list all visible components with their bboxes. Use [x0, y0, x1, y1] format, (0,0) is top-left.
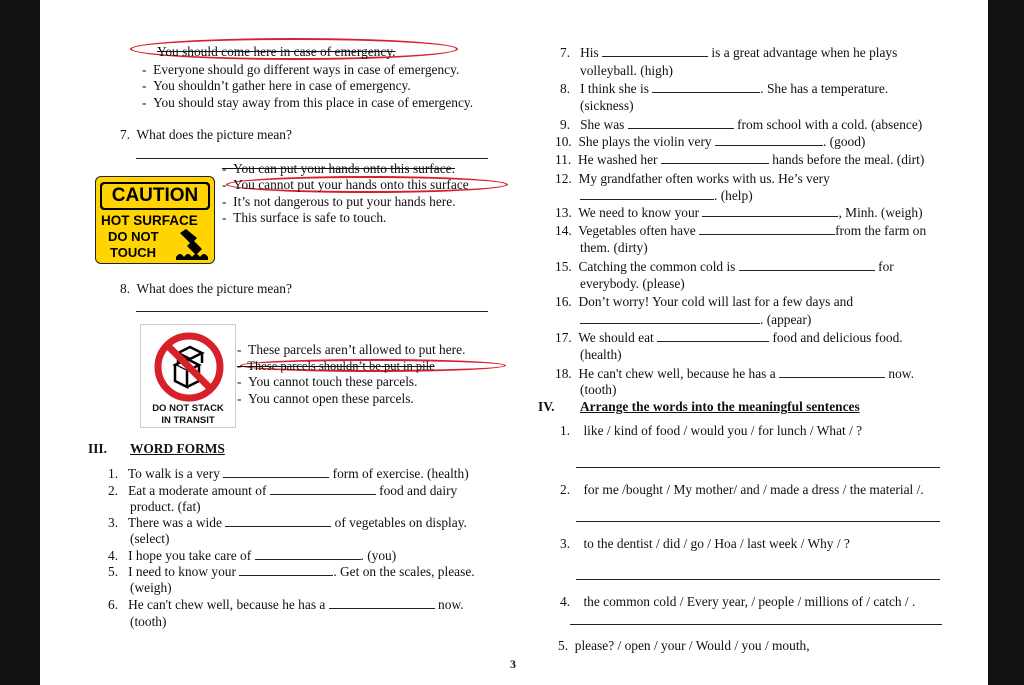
item-text: There was a wide [127, 515, 222, 530]
q8-option-3-text: You cannot touch these parcels. [248, 374, 418, 389]
item-text: Don’t worry! Your cold will last for a few days and [578, 294, 854, 309]
item-number: 4. [108, 548, 119, 563]
section-4-numeral: IV. [538, 399, 555, 414]
item-text-tail: food and dairy [379, 483, 458, 498]
item-number: 2. [108, 483, 119, 498]
item-text-tail: for [878, 259, 894, 274]
arrange-item-4 [560, 594, 915, 610]
caution-title: CAUTION [102, 184, 208, 208]
word-form-item-3 [108, 515, 467, 531]
item-text-tail: . (appear) [760, 312, 812, 327]
item-number: 12. [555, 171, 572, 186]
right-item-8-cont: (sickness) [580, 98, 634, 113]
item-text-tail: now. [888, 366, 914, 381]
answer-blank[interactable] [657, 330, 769, 342]
item-number: 15. [555, 259, 572, 274]
q8-option-1-text: These parcels aren’t allowed to put here. [248, 342, 466, 357]
right-item-8 [560, 81, 888, 97]
right-item-12 [555, 171, 830, 187]
item-text-tail: form of exercise. (health) [332, 466, 469, 481]
right-item-15 [555, 259, 894, 275]
item-text-tail: food and delicious food. [772, 330, 903, 345]
right-item-14 [555, 223, 926, 239]
arrange-answer-line-2[interactable] [576, 521, 940, 522]
answer-blank[interactable] [779, 366, 885, 378]
right-item-18-cont: (tooth) [580, 382, 617, 397]
arrange-item-3 [560, 536, 850, 552]
q6-option-2: - Everyone should go different ways in case of emergency. [142, 62, 460, 77]
right-item-14-cont: them. (dirty) [580, 240, 648, 255]
word-form-item-2-cont: product. (fat) [130, 499, 201, 514]
item-number: 11. [555, 152, 572, 167]
item-number: 3. [108, 515, 119, 530]
right-item-16-cont [580, 312, 811, 328]
q7-option-3-text: It’s not dangerous to put your hands here. [233, 194, 456, 209]
q7-option-2: - You cannot put your hands onto this surface [222, 177, 469, 192]
item-text: I hope you take care of [128, 548, 252, 563]
stack-sign-line-2: IN TRANSIT [161, 415, 215, 426]
q7-option-2-text: You cannot put your hands onto this surface [233, 177, 469, 192]
item-number: 17. [555, 330, 572, 345]
do-not-stack-sign [140, 324, 236, 428]
item-number: 3. [560, 536, 571, 551]
section-4-title: Arrange the words into the meaningful sentences [580, 399, 860, 414]
item-text: Eat a moderate amount of [128, 483, 267, 498]
word-form-item-3-cont: (select) [130, 531, 170, 546]
q7-option-1-text: You can put your hands onto this surface. [233, 161, 455, 176]
q7-number: 7. [120, 127, 131, 142]
answer-blank[interactable] [239, 564, 333, 576]
right-item-16 [555, 294, 853, 310]
right-item-15-cont: everybody. (please) [580, 276, 685, 291]
item-number: 10. [555, 134, 572, 149]
q7-option-4: - This surface is safe to touch. [222, 210, 387, 225]
item-text-tail: . (help) [714, 188, 753, 203]
word-form-item-1 [108, 466, 469, 482]
item-text: like / kind of food / would you / for lunch / What / ? [583, 423, 863, 438]
item-number: 8. [560, 81, 571, 96]
arrange-item-1 [560, 423, 862, 439]
item-text: We should eat [578, 330, 654, 345]
answer-blank[interactable] [715, 134, 823, 146]
item-text: I need to know your [128, 564, 236, 579]
q8-option-1: - These parcels aren’t allowed to put here. [237, 342, 466, 357]
item-text-tail: now. [438, 597, 464, 612]
q7-question-text: What does the picture mean? [136, 127, 292, 142]
section-3-title: WORD FORMS [130, 441, 225, 456]
item-text: Catching the common cold is [578, 259, 736, 274]
q6-option-4-text: You should stay away from this place in case of emergency. [153, 95, 474, 110]
item-text-tail: , Minh. (weigh) [838, 205, 923, 220]
item-number: 16. [555, 294, 572, 309]
item-text: She was [580, 117, 625, 132]
answer-blank[interactable] [702, 205, 838, 217]
item-text: He washed her [577, 152, 658, 167]
q6-option-1: You should come here in case of emergency. [157, 44, 396, 59]
q7-question [120, 127, 292, 143]
caution-line-3: TOUCH [110, 245, 156, 260]
arrange-answer-line-4[interactable] [570, 624, 942, 625]
item-text: To walk is a very [127, 466, 220, 481]
q7-answer-line [136, 158, 488, 159]
item-number: 9. [560, 117, 571, 132]
caution-line-1: HOT SURFACE [101, 213, 198, 228]
section-3-numeral: III. [88, 441, 107, 456]
answer-blank[interactable] [329, 597, 435, 609]
q6-option-3-text: You shouldn’t gather here in case of emergency. [153, 78, 411, 93]
item-text: to the dentist / did / go / Hoa / last week / Why / ? [583, 536, 850, 551]
caution-header-frame [100, 182, 210, 210]
answer-blank[interactable] [270, 483, 376, 495]
item-number: 1. [560, 423, 571, 438]
q6-option-4: - You should stay away from this place in case of emergency. [142, 95, 474, 110]
item-number: 4. [560, 594, 571, 609]
right-item-10 [555, 134, 865, 150]
word-form-item-6-cont: (tooth) [130, 614, 167, 629]
item-text: Vegetables often have [578, 223, 696, 238]
right-item-12-cont [580, 188, 753, 204]
answer-blank[interactable] [661, 152, 769, 164]
item-number: 2. [560, 482, 571, 497]
q8-question-text: What does the picture mean? [136, 281, 292, 296]
item-text-tail: of vegetables on display. [334, 515, 467, 530]
q8-question [120, 281, 292, 297]
caution-hot-surface-sign [95, 176, 215, 264]
item-text: He can't chew well, because he has a [578, 366, 776, 381]
worksheet-page [40, 0, 988, 685]
word-form-item-5 [108, 564, 475, 580]
item-text-tail: is a great advantage when he plays [711, 45, 898, 60]
q8-option-3: - You cannot touch these parcels. [237, 374, 418, 389]
item-number: 18. [555, 366, 572, 381]
q8-option-4-text: You cannot open these parcels. [248, 391, 414, 406]
no-stack-icon [152, 331, 226, 403]
q8-option-2-text: These parcels shouldn’t be put in pile [247, 359, 435, 373]
item-text-tail: . (you) [360, 548, 397, 563]
answer-blank[interactable] [223, 466, 329, 478]
right-item-11 [555, 152, 924, 168]
q8-answer-line [136, 311, 488, 312]
item-text: His [580, 45, 599, 60]
stack-sign-line-1: DO NOT STACK [152, 403, 224, 414]
item-number: 6. [108, 597, 119, 612]
item-text: please? / open / your / Would / you / mouth, [574, 638, 810, 653]
arrange-answer-line-3[interactable] [576, 579, 940, 580]
right-item-7 [560, 45, 897, 61]
item-number: 14. [555, 223, 572, 238]
arrange-answer-line-1[interactable] [576, 467, 940, 468]
q7-option-3: - It’s not dangerous to put your hands here. [222, 194, 456, 209]
word-form-item-2 [108, 483, 457, 499]
answer-blank[interactable] [739, 259, 875, 271]
answer-blank[interactable] [699, 223, 835, 235]
item-text-tail: hands before the meal. (dirt) [772, 152, 925, 167]
word-form-item-5-cont: (weigh) [130, 580, 172, 595]
right-item-18 [555, 366, 914, 382]
item-text-tail: from the farm on [835, 223, 927, 238]
item-text-tail: . Get on the scales, please. [333, 564, 475, 579]
item-number: 13. [555, 205, 572, 220]
q7-option-4-text: This surface is safe to touch. [233, 210, 387, 225]
arrange-item-2 [560, 482, 924, 498]
item-text: We need to know your [578, 205, 700, 220]
q7-option-1: - You can put your hands onto this surface. [222, 161, 455, 176]
answer-blank[interactable] [580, 312, 760, 324]
word-form-item-4 [108, 548, 396, 564]
item-text: I think she is [580, 81, 649, 96]
hand-burn-icon [172, 227, 210, 261]
q6-option-2-text: Everyone should go different ways in case of emergency. [153, 62, 460, 77]
item-text: She plays the violin very [578, 134, 712, 149]
item-number: 7. [560, 45, 571, 60]
q8-option-2: - These parcels shouldn’t be put in pile [237, 359, 435, 373]
right-item-7-cont: volleyball. (high) [580, 63, 673, 78]
word-form-item-6 [108, 597, 464, 613]
answer-blank[interactable] [652, 81, 760, 93]
answer-blank[interactable] [580, 188, 714, 200]
q8-number: 8. [120, 281, 131, 296]
item-number: 5. [558, 638, 569, 653]
right-item-17 [555, 330, 903, 346]
answer-blank[interactable] [628, 117, 734, 129]
item-text: He can't chew well, because he has a [128, 597, 326, 612]
item-text-tail: from school with a cold. (absence) [737, 117, 923, 132]
answer-blank[interactable] [225, 515, 331, 527]
caution-line-2: DO NOT [108, 229, 159, 244]
item-text-tail: . (good) [822, 134, 866, 149]
item-text: the common cold / Every year, / people / millions of / catch / . [583, 594, 916, 609]
item-number: 5. [108, 564, 119, 579]
item-text: My grandfather often works with us. He’s very [578, 171, 830, 186]
q6-option-3: - You shouldn’t gather here in case of emergency. [142, 78, 411, 93]
item-text-tail: . She has a temperature. [760, 81, 889, 96]
page-number: 3 [510, 657, 516, 671]
answer-blank[interactable] [602, 45, 708, 57]
answer-blank[interactable] [255, 548, 361, 560]
right-item-17-cont: (health) [580, 347, 622, 362]
right-item-13 [555, 205, 923, 221]
q8-option-4: - You cannot open these parcels. [237, 391, 414, 406]
arrange-item-5 [558, 638, 810, 654]
item-number: 1. [108, 466, 119, 481]
item-text: for me /bought / My mother/ and / made a dress / the material /. [583, 482, 924, 497]
right-item-9 [560, 117, 922, 133]
